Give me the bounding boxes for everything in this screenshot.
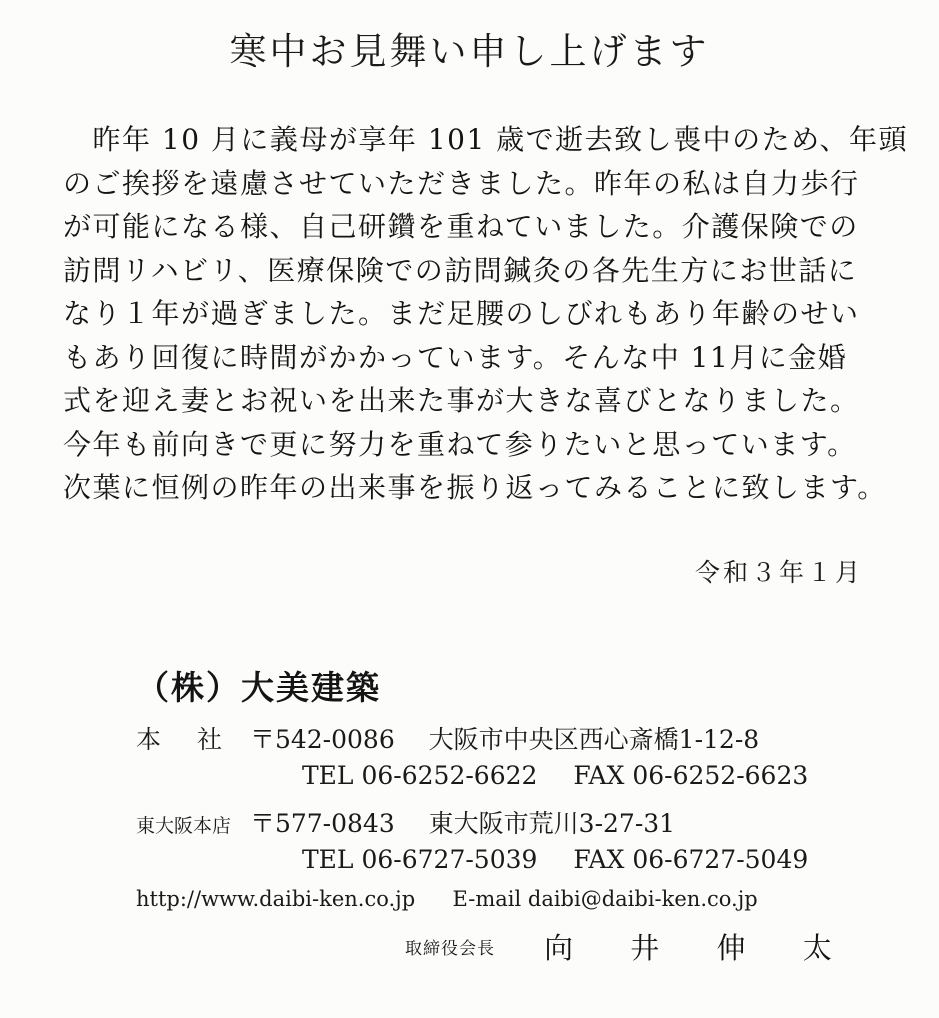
head-office-postal: 〒542-0086 [249, 725, 395, 754]
message-line: が可能になる様、自己研鑽を重ねていました。介護保険での [63, 210, 859, 243]
message-body [63, 118, 909, 510]
message-line: 式を迎え妻とお祝いを出来た事が大きな喜びとなりました。 [63, 384, 860, 417]
message-line: 次葉に恒例の昨年の出来事を振り返ってみることに致します。 [63, 471, 887, 504]
website-link[interactable]: http://www.daibi-ken.co.jp [136, 887, 416, 911]
message-line: 訪問リハビリ、医療保険での訪問鍼灸の各先生方にお世話に [63, 253, 858, 287]
head-office-contact-line [302, 758, 808, 794]
message-line: なり１年が過ぎました。まだ足腰のしびれもあり年齢のせい [63, 297, 860, 330]
branch-label: 東大阪本店 [136, 815, 232, 837]
email-link[interactable]: E-mail daibi@daibi-ken.co.jp [452, 887, 758, 911]
branch-tel: TEL 06-6727-5039 [302, 845, 538, 874]
head-office-label: 本 社 [136, 725, 236, 754]
head-office-fax: FAX 06-6252-6623 [573, 761, 809, 790]
card-title: 寒中お見舞い申し上げます [229, 30, 710, 73]
date: 令和３年１月 [694, 558, 863, 587]
branch-address-line [136, 806, 675, 844]
message-line: 今年も前向きで更に努力を重ねて参りたいと思っています。 [63, 427, 857, 461]
signature [405, 926, 856, 967]
head-office-address: 大阪市中央区西心斎橋1-12-8 [428, 725, 760, 754]
branch-postal: 〒577-0843 [249, 809, 395, 838]
branch-fax: FAX 06-6727-5049 [573, 845, 809, 874]
message-line: もあり回復に時間がかかっています。そんな中 11月に金婚 [63, 340, 848, 374]
message-line: のご挨拶を遠慮させていただきました。昨年の私は自力歩行 [63, 166, 860, 200]
signer-role: 取締役会長 [405, 939, 495, 959]
company-name: （株）大美建築 [136, 668, 381, 707]
branch-contact-line [302, 842, 808, 878]
head-office-tel: TEL 06-6252-6622 [302, 761, 538, 790]
head-office-address-line [136, 722, 759, 758]
web-contact-line [136, 882, 758, 916]
signer-name: 向 井 伸 太 [544, 931, 856, 965]
branch-address: 東大阪市荒川3-27-31 [428, 809, 676, 838]
message-line: 昨年 10 月に義母が享年 101 歳で逝去致し喪中のため、年頭 [63, 123, 909, 156]
